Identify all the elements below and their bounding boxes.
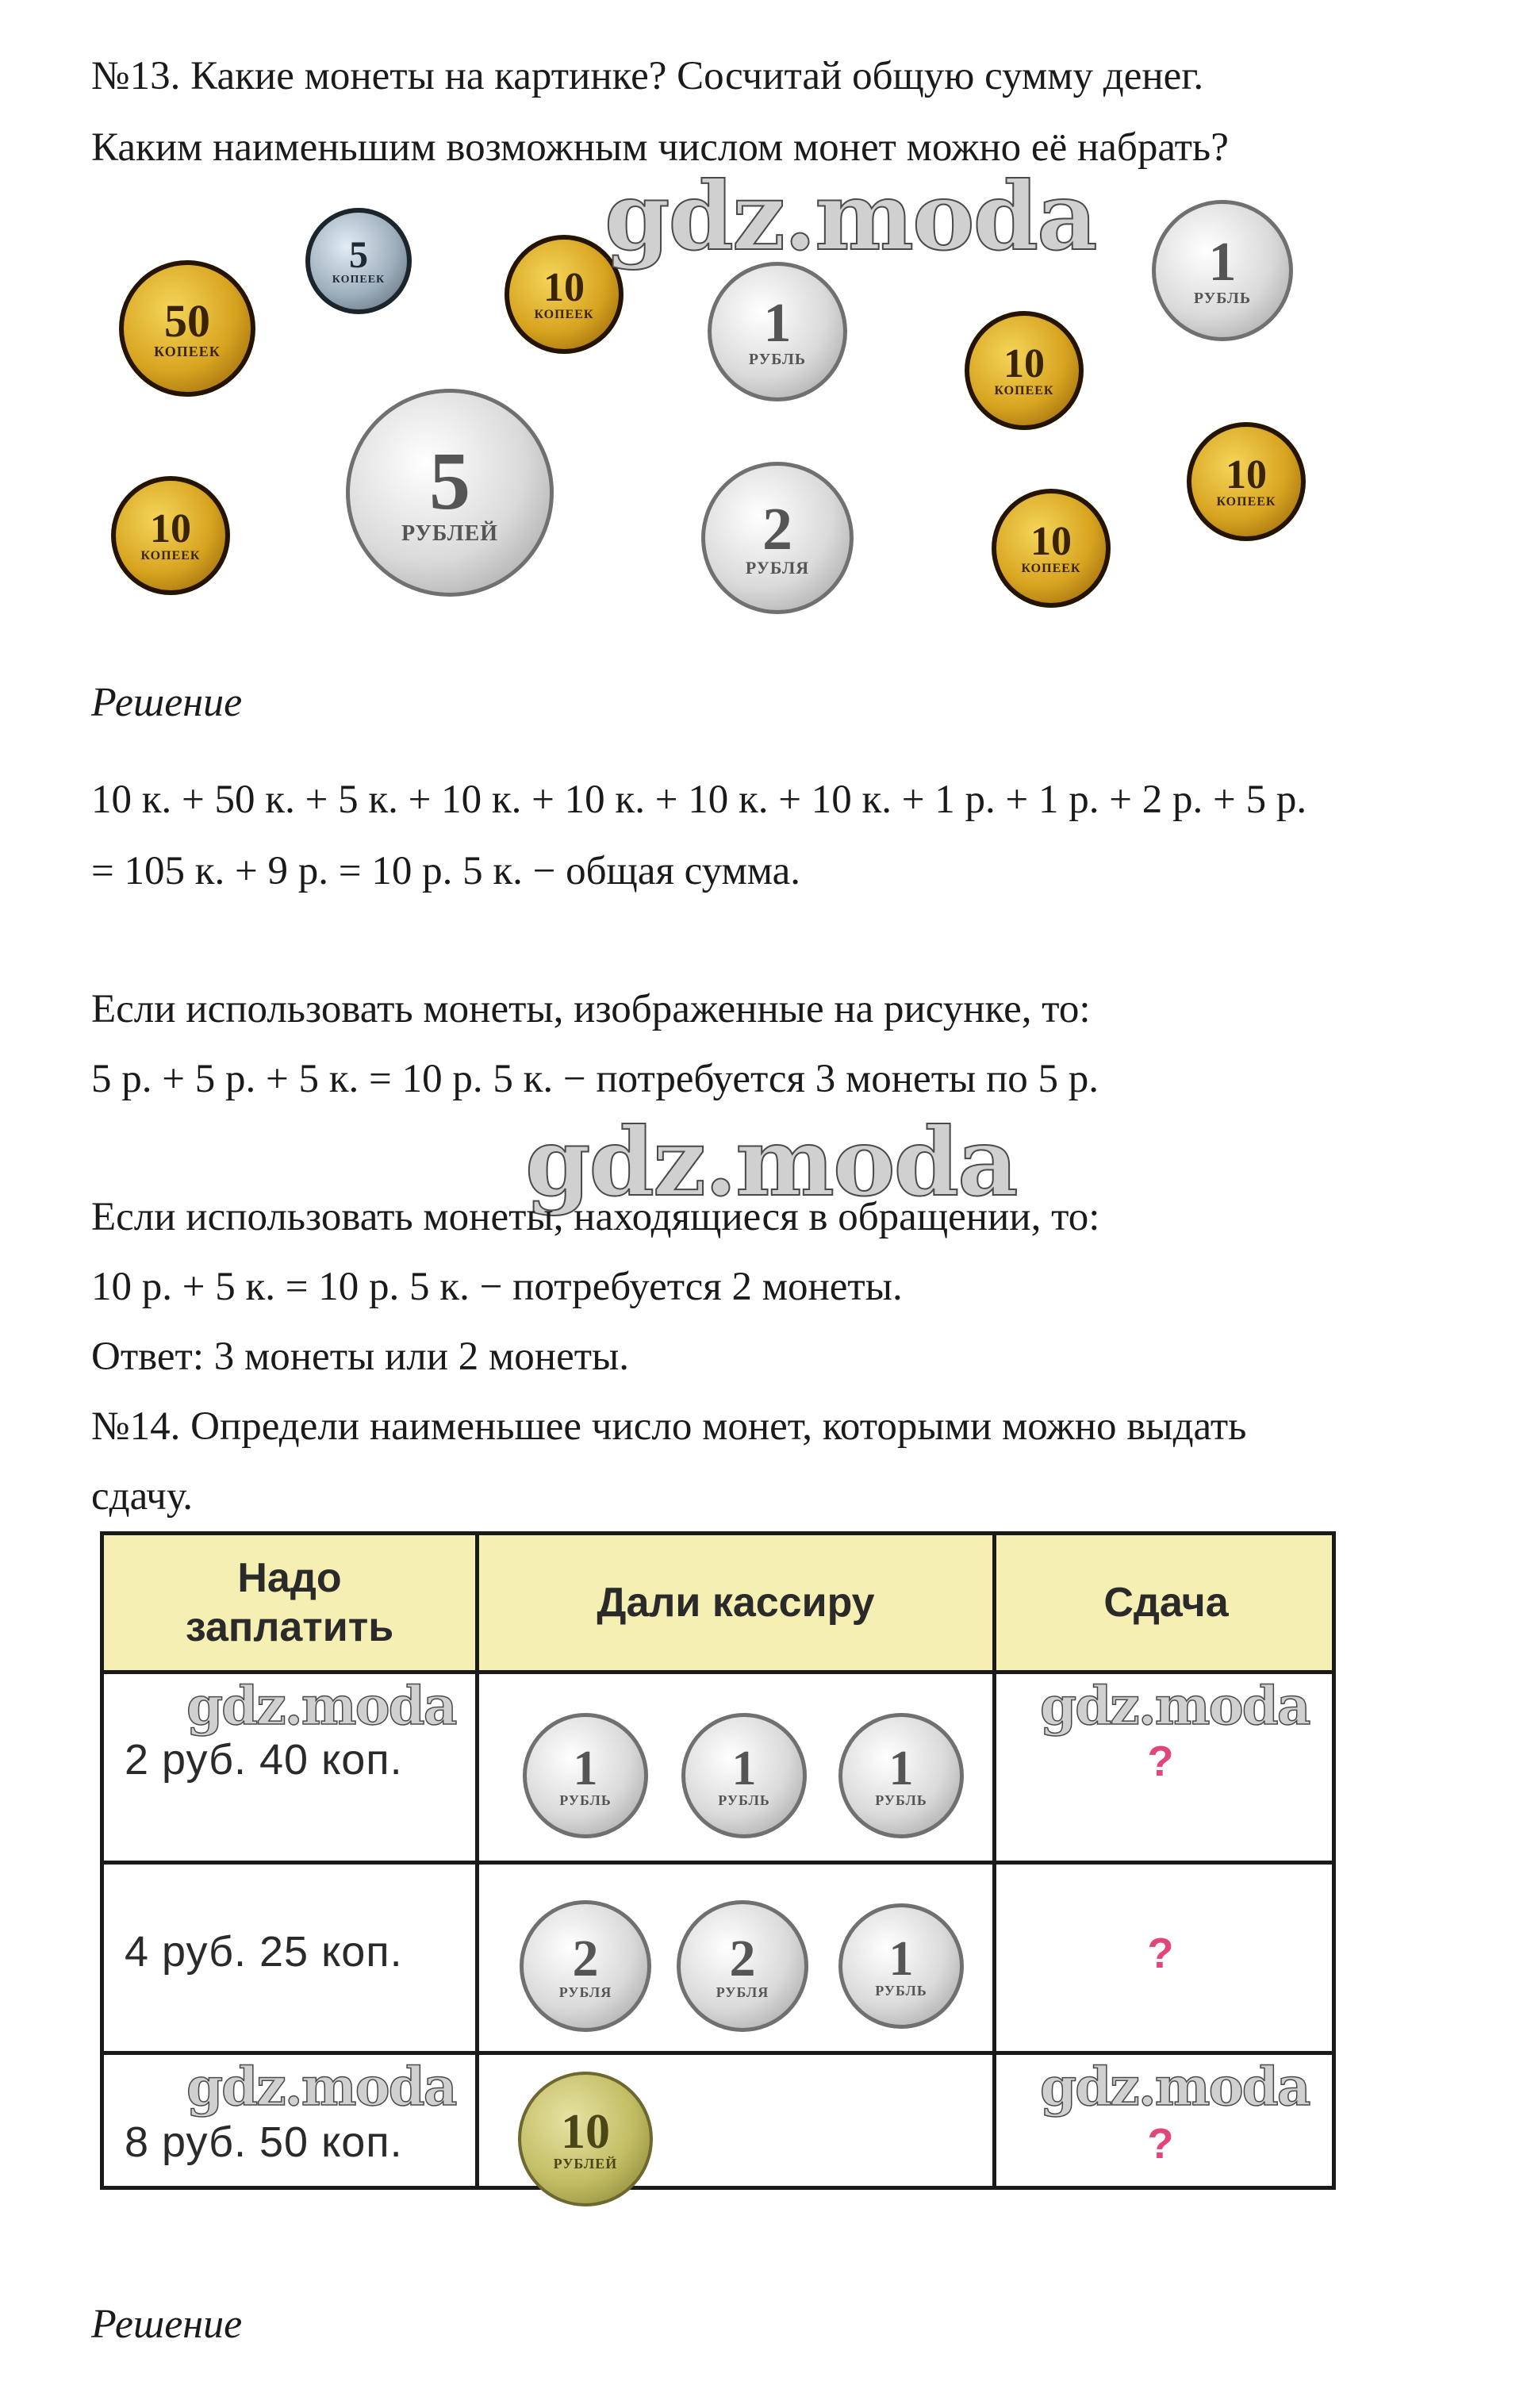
answer-line: Ответ: 3 монеты или 2 монеты. <box>91 1335 630 1379</box>
task13-question: Каким наименьшим возможным числом монет можно её набрать? <box>91 125 1229 170</box>
change-question-mark: ? <box>1147 1738 1174 1785</box>
watermark: gdz.moda <box>1040 1675 1310 1737</box>
watermark: gdz.moda <box>186 1675 456 1737</box>
coin-1-ruble: 1 РУБЛЬ <box>681 1713 807 1838</box>
solution-line: 10 к. + 50 к. + 5 к. + 10 к. + 10 к. + 10 к. + 10 к. + 1 р. + 1 р. + 2 р. + 5 р. <box>91 778 1307 822</box>
watermark: gdz.moda <box>1040 2056 1310 2118</box>
header-given: Дали кассиру <box>597 1580 875 1626</box>
task14-title: №14. Определи наименьшее число монет, которыми можно выдать <box>91 1404 1247 1449</box>
change-question-mark: ? <box>1147 1930 1174 1977</box>
solution-line: 5 р. + 5 р. + 5 к. = 10 р. 5 к. − потребуется 3 монеты по 5 р. <box>91 1057 1099 1101</box>
solution-line: Если использовать монеты, находящиеся в обращении, то: <box>91 1195 1100 1239</box>
coin-1-ruble: 1 РУБЛЬ <box>838 1713 964 1838</box>
task14-title-continued: сдачу. <box>91 1474 193 1519</box>
coin-2-rubles: 2 РУБЛЯ <box>520 1900 651 2032</box>
change-table <box>100 1531 1336 2190</box>
row-divider <box>104 2051 1332 2055</box>
coin-5-rubles: 5 РУБЛЕЙ <box>346 389 554 597</box>
coin-10-rubles <box>518 2072 653 2206</box>
row-divider <box>104 1861 1332 1865</box>
amount-cell: 8 руб. 50 коп. <box>125 2118 403 2166</box>
coin-10-kopecks: 10 КОПЕЕК <box>1187 422 1306 541</box>
solution-line: Если использовать монеты, изображенные на рисунке, то: <box>91 987 1091 1031</box>
header-change: Сдача <box>1103 1580 1229 1626</box>
task13-title: №13. Какие монеты на картинке? Сосчитай общую сумму денег. <box>91 54 1204 98</box>
coin-10-kopecks: 10 КОПЕЕК <box>505 235 624 354</box>
coin-value: 10 <box>561 2105 610 2159</box>
coin-50-kopecks: 50 КОПЕЕК <box>119 260 255 397</box>
coin-1-ruble: 1 РУБЛЬ <box>838 1903 964 2029</box>
coin-unit: РУБЛЕЙ <box>553 2156 618 2172</box>
solution-line: = 105 к. + 9 р. = 10 р. 5 к. − общая сумма. <box>91 849 801 893</box>
amount-cell: 2 руб. 40 коп. <box>125 1736 403 1784</box>
coin-1-ruble: 1 РУБЛЬ <box>708 262 847 401</box>
coin-1-ruble: 1 РУБЛЬ <box>523 1713 648 1838</box>
coin-5-kopecks: 5 КОПЕЕК <box>305 208 412 314</box>
solution-label: Решение <box>91 680 243 725</box>
coin-2-rubles: 2 РУБЛЯ <box>677 1900 808 2032</box>
coin-10-kopecks: 10 КОПЕЕК <box>111 476 230 595</box>
watermark: gdz.moda <box>186 2056 456 2118</box>
coin-2-rubles: 2 РУБЛЯ <box>701 462 854 614</box>
coin-10-kopecks: 10 КОПЕЕК <box>965 311 1084 430</box>
watermark: gdz.moda <box>604 161 1096 271</box>
change-question-mark: ? <box>1147 2120 1174 2168</box>
coin-10-kopecks: 10 КОПЕЕК <box>992 489 1111 608</box>
amount-cell: 4 руб. 25 коп. <box>125 1928 403 1976</box>
header-pay: Надо заплатить <box>185 1555 394 1650</box>
solution-label: Решение <box>91 2302 243 2347</box>
watermark: gdz.moda <box>525 1107 1017 1217</box>
solution-line: 10 р. + 5 к. = 10 р. 5 к. − потребуется 2 монеты. <box>91 1265 903 1309</box>
coin-1-ruble: 1 РУБЛЬ <box>1152 200 1293 341</box>
